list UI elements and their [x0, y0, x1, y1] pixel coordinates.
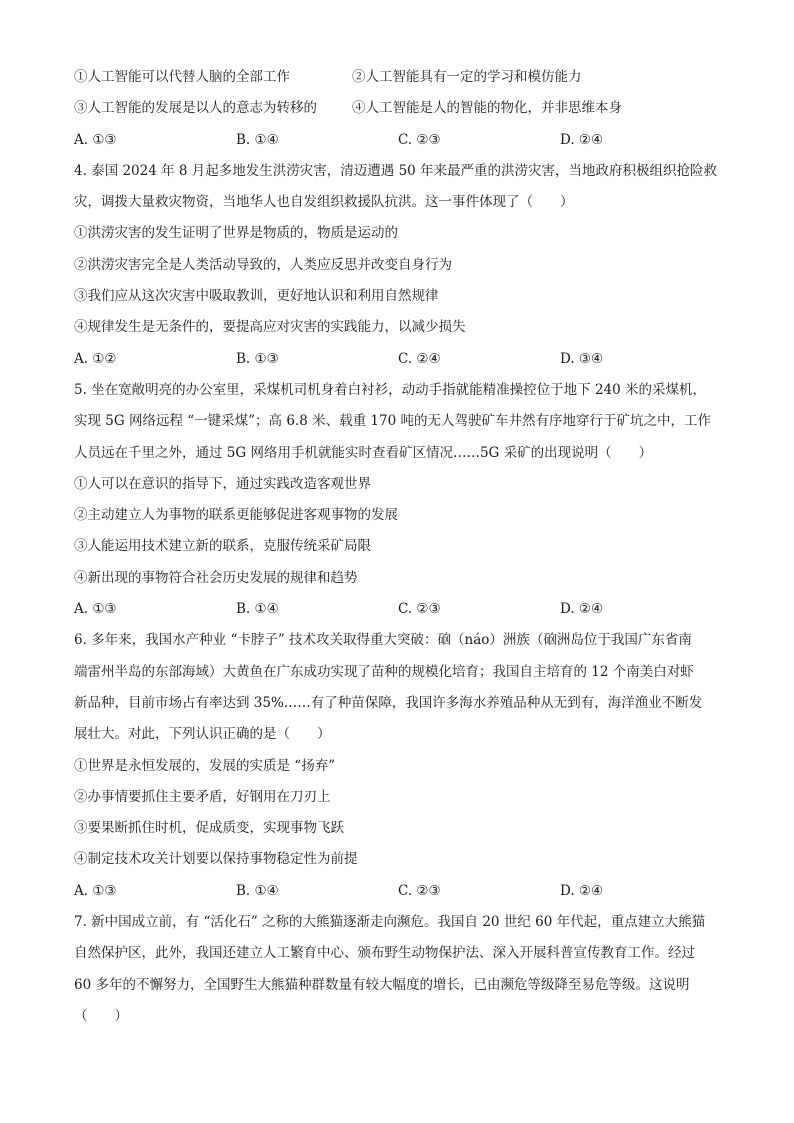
statement-3: ③要果断抓住时机，促成质变，实现事物飞跃 [74, 820, 344, 837]
option-c[interactable]: C. ②③ [398, 131, 441, 148]
question-stem: 新品种，目前市场占有率达到 35%……有了种苗保障，我国许多海水养殖品种从无到有，海洋渔业不断发 [74, 694, 703, 711]
question-5 [74, 375, 724, 625]
statement-4: ④新出现的事物符合社会历史发展的规律和趋势 [74, 569, 358, 586]
answer-options [74, 594, 724, 625]
option-b[interactable]: B. ①④ [236, 601, 279, 618]
statement-3: ③人能运用技术建立新的联系，克服传统采矿局限 [74, 538, 371, 555]
answer-options [74, 125, 724, 156]
question-stem: 7. 新中国成立前，有 “活化石” 之称的大熊猫逐渐走向濒危。我国自 20 世纪 60 年代起，重点建立大熊猫 [74, 914, 706, 931]
option-d[interactable]: D. ③④ [560, 350, 604, 367]
question-stem: 端雷州半岛的东部海域）大黄鱼在广东成功实现了苗种的规模化培育；我国自主培育的 12 个南美白对虾 [74, 663, 694, 680]
option-b[interactable]: B. ①④ [236, 882, 279, 899]
statement-1: ①世界是永恒发展的，发展的实质是 “扬弃” [74, 757, 336, 774]
option-d[interactable]: D. ②④ [560, 882, 604, 899]
statement-2: ②人工智能具有一定的学习和模仿能力 [352, 69, 582, 85]
option-a[interactable]: A. ①③ [74, 131, 117, 148]
statement-2: ②洪涝灾害完全是人类活动导致的，人类应反思并改变自身行为 [74, 256, 452, 273]
option-d[interactable]: D. ②④ [560, 601, 604, 618]
statement-3: ③人工智能的发展是以人的意志为转移的 [74, 100, 317, 117]
question-3 [74, 62, 724, 156]
answer-options [74, 876, 724, 907]
statement-row [74, 93, 724, 124]
statement-1: ①洪涝灾害的发生证明了世界是物质的，物质是运动的 [74, 225, 398, 242]
question-stem: 6. 多年来，我国水产种业 “卡脖子” 技术攻关取得重大突破：硇（náo）洲族（硇洲岛位于我国广东省南 [74, 632, 692, 649]
statement-2: ②主动建立人为事物的联系更能够促进客观事物的发展 [74, 507, 398, 524]
question-stem: 人员远在千里之外，通过 5G 网络用手机就能实时查看矿区情况……5G 采矿的出现说明（ ） [74, 444, 653, 461]
answer-options [74, 344, 724, 375]
question-stem: 4. 泰国 2024 年 8 月起多地发生洪涝灾害，清迈遭遇 50 年来最严重的洪涝灾害，当地政府积极组织抢险救 [74, 162, 718, 179]
question-stem: （ ） [74, 1007, 128, 1024]
option-c[interactable]: C. ②③ [398, 882, 441, 899]
question-stem: 5. 坐在宽敞明亮的办公室里，采煤机司机身着白衬衫，动动手指就能精准操控位于地下 240 米的采煤机， [74, 381, 707, 398]
question-stem: 实现 5G 网络远程 “一键采煤”；高 6.8 米、载重 170 吨的无人驾驶矿车井然有序地穿行于矿坑之中，工作 [74, 413, 711, 430]
statement-row [74, 62, 724, 93]
statement-4: ④规律发生是无条件的，要提高应对灾害的实践能力，以减少损失 [74, 319, 466, 336]
option-b[interactable]: B. ①③ [236, 350, 279, 367]
option-d[interactable]: D. ②④ [560, 131, 604, 148]
exam-page [74, 62, 724, 1032]
question-4 [74, 156, 724, 375]
question-stem: 展壮大。对此，下列认识正确的是（ ） [74, 726, 331, 743]
option-a[interactable]: A. ①③ [74, 601, 117, 618]
question-7 [74, 907, 724, 1032]
question-stem: 灾，调拨大量救灾物资，当地华人也自发组织救援队抗洪。这一事件体现了（ ） [74, 194, 574, 211]
statement-2: ②办事情要抓住主要矛盾，好钢用在刀刃上 [74, 788, 331, 805]
option-a[interactable]: A. ①③ [74, 882, 117, 899]
statement-1: ①人工智能可以代替人脑的全部工作 [74, 69, 290, 85]
statement-4: ④制定技术攻关计划要以保持事物稳定性为前提 [74, 851, 358, 868]
statement-4: ④人工智能是人的智能的物化，并非思维本身 [352, 100, 622, 117]
question-stem: 自然保护区，此外，我国还建立人工繁育中心、颁布野生动物保护法、深入开展科普宣传教育工作。经过 [74, 945, 695, 962]
question-stem: 60 多年的不懈努力，全国野生大熊猫种群数量有较大幅度的增长，已由濒危等级降至易危等级。这说明 [74, 976, 690, 993]
statement-3: ③我们应从这次灾害中吸取教训，更好地认识和利用自然规律 [74, 288, 439, 305]
option-a[interactable]: A. ①② [74, 350, 117, 367]
option-c[interactable]: C. ②④ [398, 350, 441, 367]
option-b[interactable]: B. ①④ [236, 131, 279, 148]
question-6 [74, 625, 724, 907]
option-c[interactable]: C. ②③ [398, 601, 441, 618]
statement-1: ①人可以在意识的指导下，通过实践改造客观世界 [74, 475, 371, 492]
